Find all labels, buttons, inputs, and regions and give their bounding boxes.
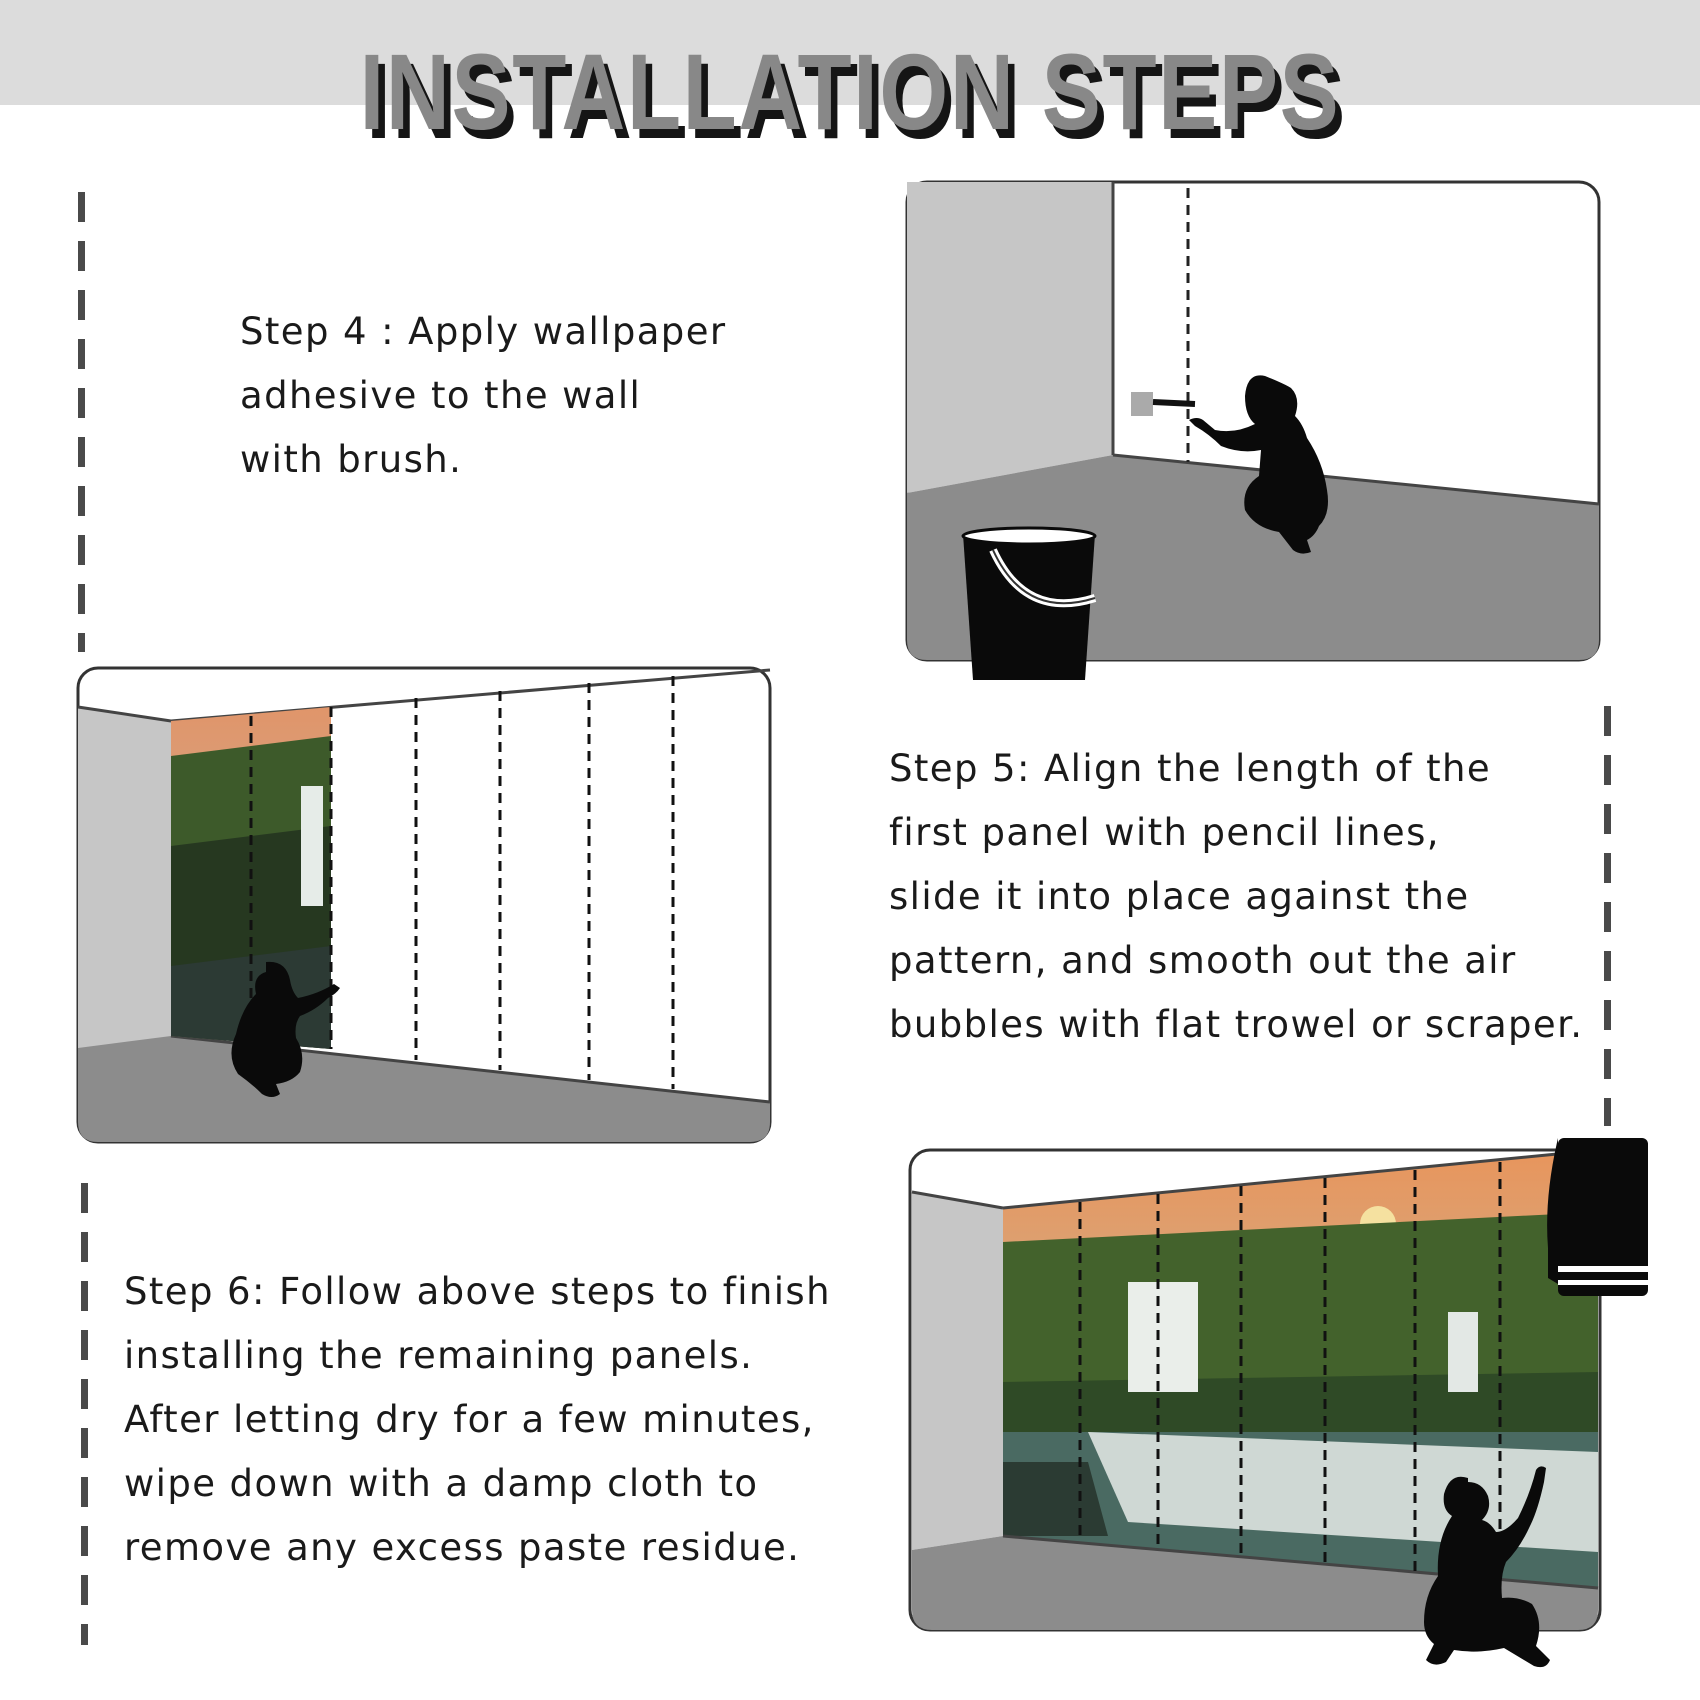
step-5-illustration [76, 666, 776, 1146]
step-5-line: slide it into place against the [889, 875, 1470, 918]
dashed-guide-left-bottom [81, 1183, 88, 1645]
step-5-line: pattern, and smooth out the air [889, 939, 1517, 982]
step-6-line: Step 6: Follow above steps to finish [124, 1270, 831, 1313]
step-4-line: adhesive to the wall [240, 374, 642, 417]
step-5-line: bubbles with flat trowel or scraper. [889, 1003, 1584, 1046]
dashed-guide-left-top [78, 192, 85, 652]
step-4-illustration [905, 180, 1605, 690]
step-6-line: remove any excess paste residue. [124, 1526, 801, 1569]
towel-icon [1547, 1138, 1648, 1296]
step-4-text [240, 300, 726, 492]
side-wall [912, 1192, 1003, 1550]
side-wall [78, 707, 171, 1054]
step-6-line: installing the remaining panels. [124, 1334, 754, 1377]
step-5-line: Step 5: Align the length of the [889, 747, 1492, 790]
step-6-illustration [908, 1132, 1660, 1680]
installed-mural [1003, 1150, 1598, 1588]
page-title: INSTALLATION STEPS [359, 31, 1341, 152]
dashed-guide-right [1604, 706, 1611, 1126]
step-5-text [889, 737, 1583, 1057]
step-6-line: wipe down with a damp cloth to [124, 1462, 759, 1505]
step-4-line: Step 4 : Apply wallpaper [240, 310, 727, 353]
bucket-icon [963, 528, 1095, 680]
step-4-line: with brush. [240, 438, 463, 481]
step-5-line: first panel with pencil lines, [889, 811, 1440, 854]
step-6-line: After letting dry for a few minutes, [124, 1398, 815, 1441]
side-wall [907, 182, 1113, 493]
step-6-text [124, 1260, 831, 1580]
